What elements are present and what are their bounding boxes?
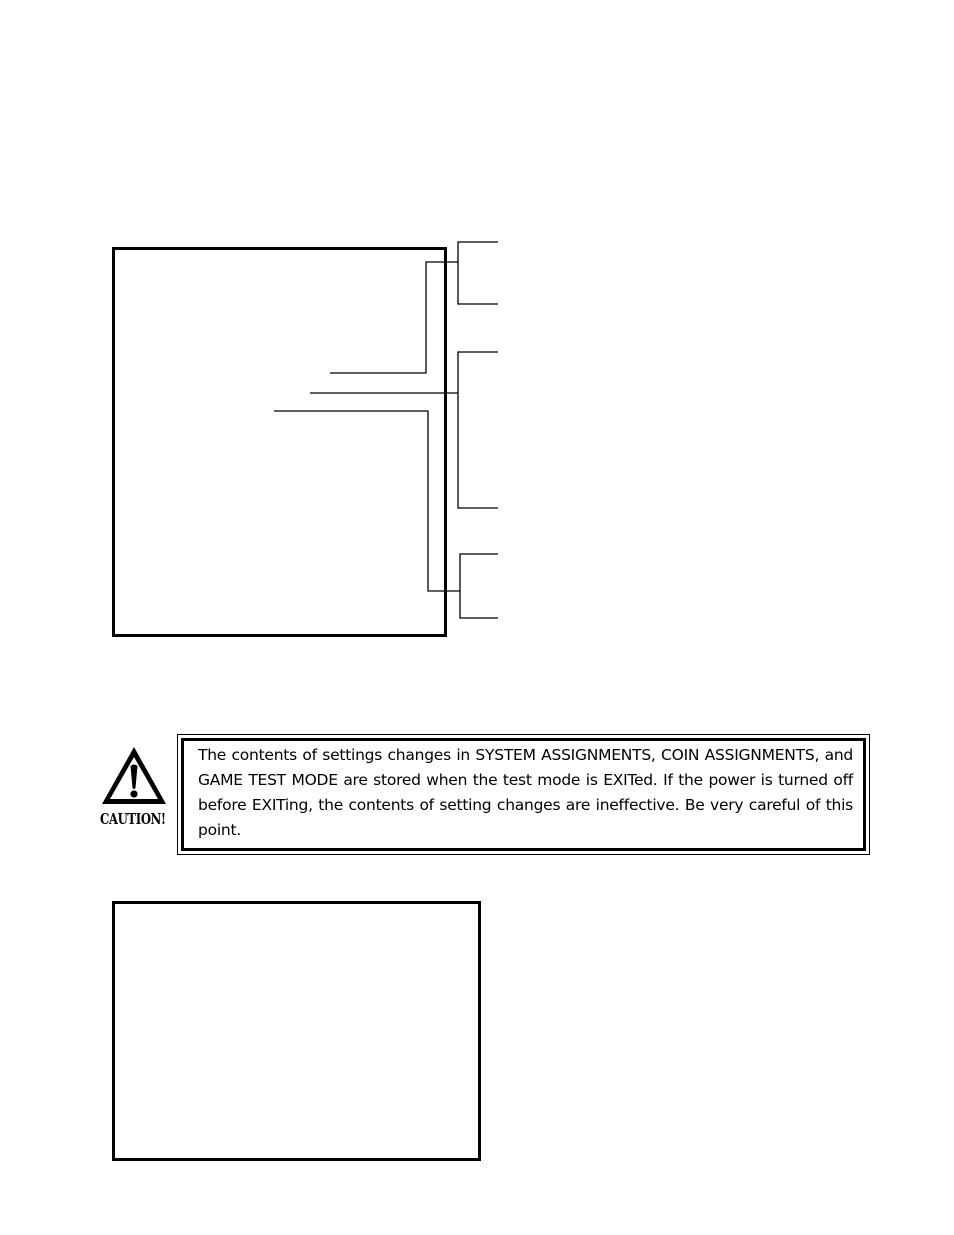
test-mode-screen-frame xyxy=(112,247,447,637)
exit-screen-frame xyxy=(112,901,481,1161)
caution-label: CAUTION! xyxy=(100,810,166,828)
bracket-bottom xyxy=(460,554,498,618)
caution-box xyxy=(181,738,866,851)
bracket-top xyxy=(458,242,498,304)
caution-message: The contents of settings changes in SYSTEM ASSIGNMENTS, COIN ASSIGNMENTS, and GAME TEST MODE are stored when the test mode is EXITed. If the power is turned off before EXITing, the contents of setting changes are ineffective. Be very careful of this point. xyxy=(198,746,853,839)
bracket-middle xyxy=(458,352,498,508)
